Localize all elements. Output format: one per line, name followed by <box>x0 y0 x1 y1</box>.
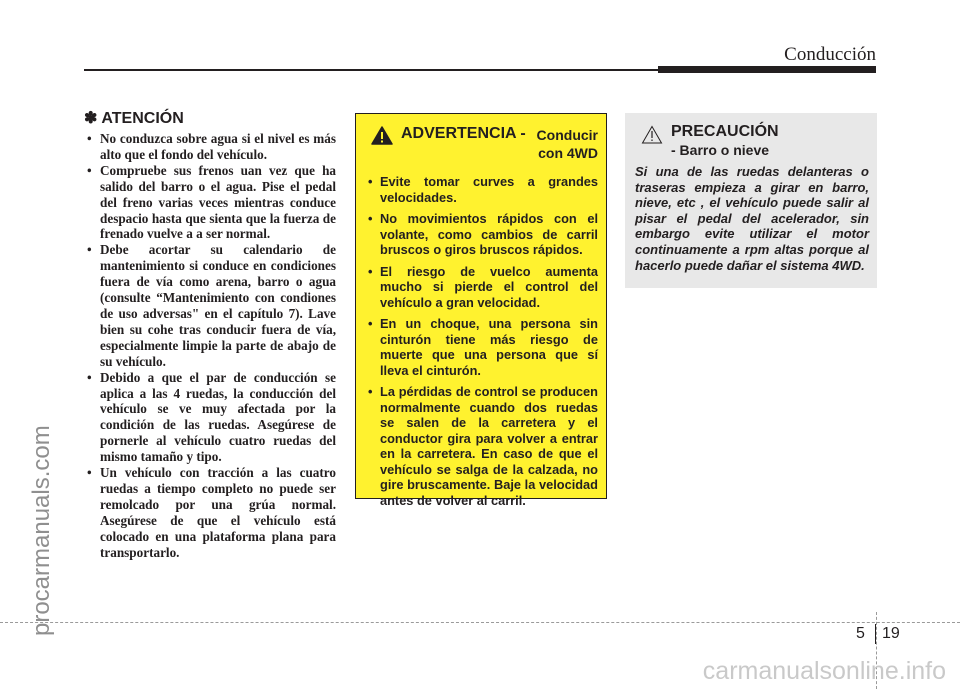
asterisk-icon: ✽ <box>84 110 98 127</box>
attention-heading-text: ATENCIÓN <box>101 110 184 127</box>
attention-item: • Debe acortar su calendario de mantenimiento si conduce en condiciones fuera de vía como arena, barro o agua (consulte “Mantenimiento con condiones de uso adversas" en el capítulo 7). Lave bien su cohe tras conducir fuera de vía, especialmente limpie la parte de abajo de su vehículo. <box>84 242 336 369</box>
caution-triangle-icon <box>641 125 663 144</box>
attention-section <box>84 108 336 560</box>
warning-box <box>355 113 607 508</box>
warning-list <box>366 174 598 508</box>
footer-rule <box>0 622 960 623</box>
page-number-separator <box>875 624 876 644</box>
attention-item: • Un vehículo con tracción a las cuatro ruedas a tiempo completo no puede ser remolcado por una grúa normal. Asegúrese de que el vehículo está colocado en una plataforma plana para transportarlo. <box>84 465 336 560</box>
attention-heading <box>84 108 336 128</box>
caution-box <box>625 113 877 288</box>
attention-list <box>84 131 336 560</box>
side-watermark: procarmanuals.com <box>28 425 55 636</box>
caution-header <box>635 123 869 159</box>
page-number: 19 <box>882 625 900 642</box>
bottom-watermark: carmanualsonline.info <box>702 657 946 685</box>
warning-triangle-icon <box>371 126 393 145</box>
warning-item: • El riesgo de vuelco aumenta mucho si pierde el control del vehículo a gran velocidad. <box>366 264 598 311</box>
caution-title: PRECAUCIÓN <box>671 123 779 140</box>
warning-subtitle-cont: con 4WD <box>538 145 598 161</box>
warning-header <box>366 124 598 166</box>
header-rule <box>84 69 660 71</box>
warning-item: • La pérdidas de control se producen normalmente cuando dos ruedas se salen de la carretera y el conductor gira para volver a entrar en la carretera. En caso de que el vehículo se salga de la calzada, no gire bruscamente. Baje la velocidad antes de volver al carril. <box>366 384 598 508</box>
attention-item: • Compruebe sus frenos uan vez que ha salido del barro o el agua. Pise el pedal del freno varias veces mientras conduce despacio hasta que sienta que la fuerza de frenado vuelve a a ser normal. <box>84 163 336 243</box>
warning-item: • No movimientos rápidos con el volante, como cambios de carril bruscos o giros bruscos rápidos. <box>366 211 598 258</box>
header-rule-accent <box>658 66 876 73</box>
warning-subtitle: Conducir <box>536 127 598 143</box>
section-title: Conducción <box>784 44 876 65</box>
warning-title: ADVERTENCIA - <box>401 125 526 142</box>
caution-subtitle: - Barro o nieve <box>671 142 770 158</box>
attention-item: • Debido a que el par de conducción se aplica a las 4 ruedas, la conducción del vehículo se ve muy afectada por la condición de las ruedas. Asegúrese de pornerle al vehículo cuatro ruedas del mismo tamaño y tipo. <box>84 370 336 465</box>
warning-item: • Evite tomar curves a grandes velocidades. <box>366 174 598 205</box>
chapter-number: 5 <box>856 625 865 642</box>
caution-text: Si una de las ruedas delanteras o traseras empieza a girar en barro, nieve, etc , el vehículo puede salir al pisar el pedal del acelerador, sin embargo evite utilizar el motor continuamente a rpm altas porque al hacerlo puede dañar el sistema 4WD. <box>635 164 869 273</box>
attention-item: • No conduzca sobre agua si el nivel es más alto que el fondo del vehículo. <box>84 131 336 163</box>
warning-item: • En un choque, una persona sin cinturón tiene más riesgo de muerte que una persona que sí lleva el cinturón. <box>366 316 598 378</box>
